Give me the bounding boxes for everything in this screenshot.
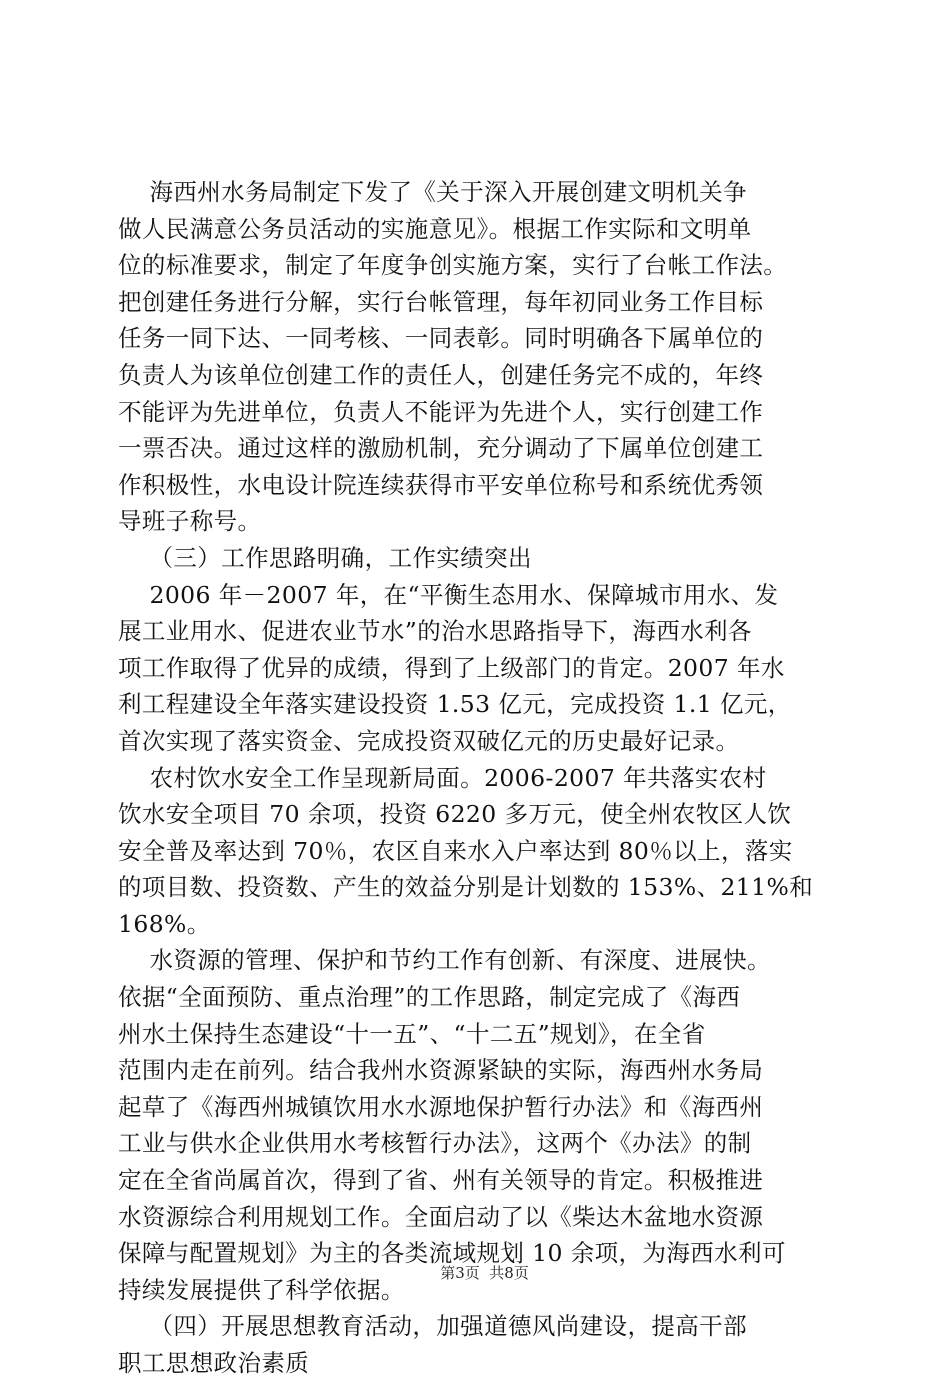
text-line: 2006 年－2007 年，在“平衡生态用水、保障城市用水、发 — [118, 580, 779, 609]
text-line: 任务一同下达、一同考核、一同表彰。同时明确各下属单位的 — [118, 324, 764, 353]
text-line: 定在全省尚属首次，得到了省、州有关领导的肯定。积极推进 — [118, 1166, 764, 1195]
text-line: 农村饮水安全工作呈现新局面。2006-2007 年共落实农村 — [118, 763, 767, 792]
text-line: 首次实现了落实资金、完成投资双破亿元的历史最好记录。 — [118, 726, 740, 755]
text-line: 起草了《海西州城镇饮用水水源地保护暂行办法》和《海西州 — [118, 1092, 764, 1121]
page-footer — [0, 1244, 950, 1301]
text-line: 水资源的管理、保护和节约工作有创新、有深度、进展快。 — [118, 946, 771, 975]
text-line: 持续发展提供了科学依据。 — [118, 1275, 405, 1304]
document-body — [118, 174, 840, 1382]
section-heading: （三）工作思路明确，工作实绩突出 — [118, 543, 532, 572]
text-line: 的项目数、投资数、产生的效益分别是计划数的 153%、211%和 — [118, 873, 814, 902]
text-line: 范围内走在前列。结合我州水资源紧缺的实际，海西州水务局 — [118, 1056, 764, 1085]
text-line: 利工程建设全年落实建设投资 1.53 亿元，完成投资 1.1 亿元， — [118, 690, 792, 719]
text-line: 州水土保持生态建设“十一五”、“十二五”规划》，在全省 — [118, 1019, 706, 1048]
text-line: 项工作取得了优异的成绩，得到了上级部门的肯定。2007 年水 — [118, 653, 785, 682]
text-line: 海西州水务局制定下发了《关于深入开展创建文明机关争 — [118, 178, 747, 206]
text-line: 保障与配置规划》为主的各类流域规划 10 余项，为海西水利可 — [118, 1239, 786, 1268]
text-line: 位的标准要求，制定了年度争创实施方案，实行了台帐工作法。 — [118, 251, 788, 280]
text-line: 工业与供水企业供用水考核暂行办法》，这两个《办法》的制 — [118, 1129, 752, 1158]
text-line: 一票否决。通过这样的激励机制，充分调动了下属单位创建工 — [118, 434, 764, 463]
text-line: 导班子称号。 — [118, 507, 262, 536]
page-number: 第3页 共8页 — [440, 1264, 529, 1282]
text-line: 作积极性，水电设计院连续获得市平安单位称号和系统优秀领 — [118, 470, 764, 499]
text-line: 负责人为该单位创建工作的责任人，创建任务完不成的，年终 — [118, 360, 764, 389]
text-line: 做人民满意公务员活动的实施意见》。根据工作实际和文明单 — [118, 214, 752, 243]
section-heading: （四）开展思想教育活动，加强道德风尚建设，提高干部 — [118, 1312, 747, 1341]
text-line: 把创建任务进行分解，实行台帐管理，每年初同业务工作目标 — [118, 287, 764, 316]
text-line: 水资源综合利用规划工作。全面启动了以《柴达木盆地水资源 — [118, 1202, 764, 1231]
text-line: 展工业用水、促进农业节水”的治水思路指导下，海西水利各 — [118, 617, 752, 646]
text-line: 不能评为先进单位，负责人不能评为先进个人，实行创建工作 — [118, 397, 764, 426]
text-line: 安全普及率达到 70％，农区自来水入户率达到 80％以上，落实 — [118, 836, 793, 865]
text-line: 饮水安全项目 70 余项，投资 6220 多万元，使全州农牧区人饮 — [118, 800, 792, 829]
section-heading: 职工思想政治素质 — [118, 1349, 310, 1377]
text-line: 168%。 — [118, 909, 211, 938]
text-line: 依据“全面预防、重点治理”的工作思路，制定完成了《海西 — [118, 983, 741, 1012]
